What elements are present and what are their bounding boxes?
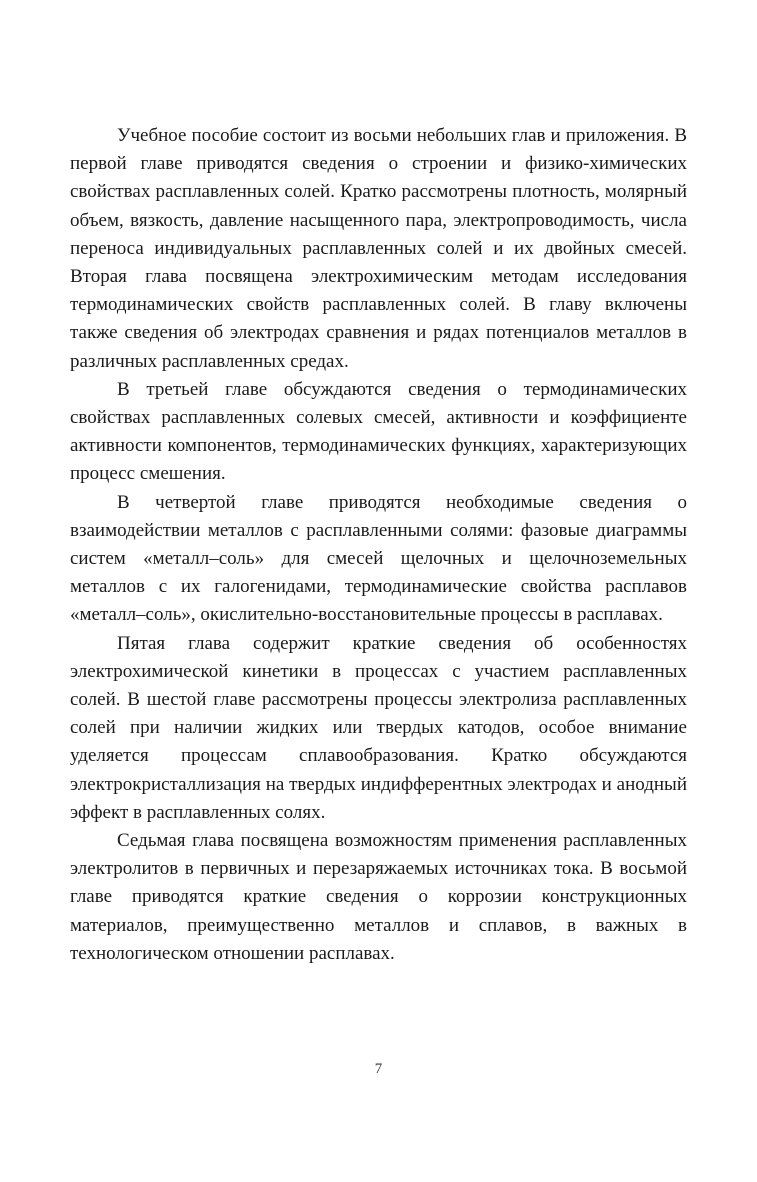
paragraph-5: Седьмая глава посвящена возможностям применения расплавленных электролитов в первичных и перезаряжаемых источниках тока. В восьмой главе приводятся краткие сведения о коррозии конструкционных материалов, преимущественно металлов и сплавов, в важных в технологическом отношении расплавах. bbox=[70, 830, 687, 964]
paragraph-2: В третьей главе обсуждаются сведения о термодинамических свойствах расплавленных солевых смесей, активности и коэффициенте активности компонентов, термодинамических функциях, характеризующих процесс смешения. bbox=[70, 378, 687, 485]
page-body bbox=[70, 122, 687, 968]
paragraph-1: Учебное пособие состоит из восьми небольших глав и приложения. В первой главе приводятся сведения о строении и физико-химических свойствах расплавленных солей. Кратко рассмотрены плотность, молярный объем, вязкость, давление насыщенного пара, электропроводимость, числа переноса индивидуальных расплавленных солей и их двойных смесей. Вторая глава посвящена электрохимическим методам исследования термодинамических свойств расплавленных солей. В главу включены также сведения об электродах сравнения и рядах потенциалов металлов в различных расплавленных средах. bbox=[70, 125, 687, 372]
paragraph-4: Пятая глава содержит краткие сведения об особенностях электрохимической кинетики в процессах с участием расплавленных солей. В шестой главе рассмотрены процессы электролиза расплавленных солей при наличии жидких или твердых катодов, особое внимание уделяется процессам сплавообразования. Кратко обсуждаются электрокристаллизация на твердых индифферентных электродах и анодный эффект в расплавленных солях. bbox=[70, 632, 687, 823]
paragraph-3: В четвертой главе приводятся необходимые сведения о взаимодействии металлов с расплавленными солями: фазовые диаграммы систем «металл–соль» для смесей щелочных и щелочноземельных металлов с их галогенидами, термодинамические свойства расплавов «металл–соль», окислительно-восстановительные процессы в расплавах. bbox=[70, 491, 687, 626]
page-number: 7 bbox=[374, 1061, 383, 1077]
